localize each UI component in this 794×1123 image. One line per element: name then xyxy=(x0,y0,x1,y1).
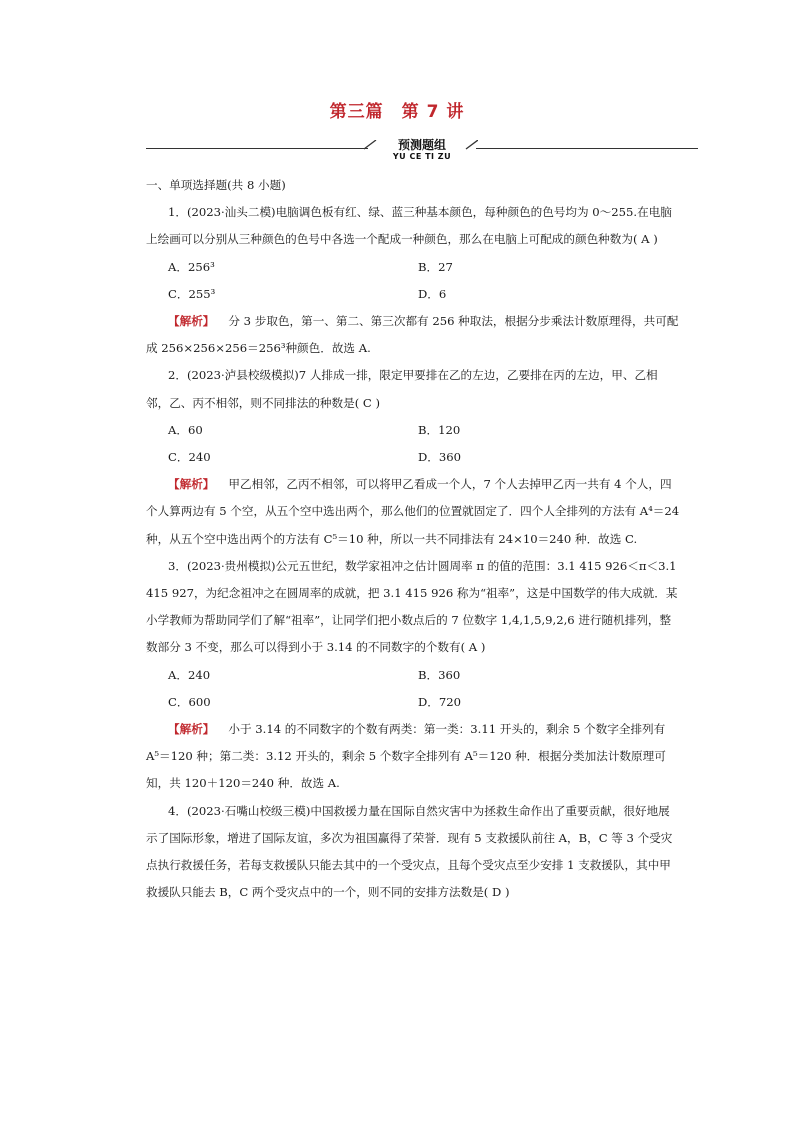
banner-rule-right xyxy=(476,148,698,149)
section-banner xyxy=(146,136,698,166)
question-2-options-row2 xyxy=(146,444,680,471)
page-title: 第三篇 第 7 讲 xyxy=(329,102,465,122)
analysis-3 xyxy=(146,716,680,798)
option-d: D．360 xyxy=(418,450,462,465)
question-1-options-row1 xyxy=(146,254,680,281)
banner-pinyin: YU CE TI ZU xyxy=(392,152,452,161)
option-b: B．360 xyxy=(418,667,461,682)
analysis-label: 【解析】 xyxy=(168,722,215,737)
option-a: A．256³ xyxy=(168,259,215,274)
question-3-options-row2 xyxy=(146,689,680,716)
option-a: A．240 xyxy=(168,667,211,682)
question-4: 4．(2023·石嘴山校级三模)中国救援力量在国际自然灾害中为拯救生命作出了重要贡献，很好地展示了国际形象，增进了国际友谊，多次为祖国赢得了荣誉．现有 5 支救援队前往 A，B，C 等 3 个受灾点执行救援任务，若每支救援队只能去其中的一个受灾点，且每个受灾点至少安排 1 支救援队，其中甲救援队只能去 B，C 两个受灾点中的一个，则不同的安排方法数是( D ) xyxy=(146,803,673,900)
analysis-label: 【解析】 xyxy=(168,477,215,492)
analysis-1 xyxy=(146,308,680,362)
banner-title: 预测题组 xyxy=(397,138,446,152)
section-heading: 一、单项选择题(共 8 小题) xyxy=(146,178,286,192)
analysis-label: 【解析】 xyxy=(168,314,215,329)
analysis-2 xyxy=(146,471,680,553)
question-content xyxy=(146,172,680,906)
option-a: A．60 xyxy=(168,422,203,437)
option-b: B．120 xyxy=(418,422,461,437)
question-1-options-row2 xyxy=(146,281,680,308)
question-1: 1．(2023·汕头二模)电脑调色板有红、绿、蓝三种基本颜色，每种颜色的色号均为 0～255.在电脑上绘画可以分别从三种颜色的色号中各选一个配成一种颜色，那么在电脑上可配成的颜色种数为( A ) xyxy=(146,205,672,247)
question-3-options-row1 xyxy=(146,662,680,689)
analysis-2-text: 甲乙相邻，乙丙不相邻，可以将甲乙看成一个人，7 个人去掉甲乙丙一共有 4 个人，四个人算两边有 5 个空，从五个空中选出两个，那么他们的位置就固定了．四个人全排列的方法有 A⁴＝24 种，从五个空中选出两个的方法有 C⁵＝10 种，所以一共不同排法有 24×10＝240 种．故选 C. xyxy=(146,477,680,546)
banner-rule-left xyxy=(146,148,368,149)
option-b: B．27 xyxy=(418,259,453,274)
option-c: C．240 xyxy=(168,450,211,465)
question-2-options-row1 xyxy=(146,417,680,444)
option-d: D．6 xyxy=(418,286,447,301)
option-d: D．720 xyxy=(418,694,462,709)
option-c: C．600 xyxy=(168,694,211,709)
analysis-3-text: 小于 3.14 的不同数字的个数有两类：第一类：3.11 开头的，剩余 5 个数字全排列有 A⁵＝120 种；第二类：3.12 开头的，剩余 5 个数字全排列有 A⁵＝120 种．根据分类加法计数原理可知，共 120＋120＝240 种．故选 A. xyxy=(146,722,666,791)
question-2: 2．(2023·泸县校级模拟)7 人排成一排，限定甲要排在乙的左边，乙要排在丙的左边，甲、乙相邻，乙、丙不相邻，则不同排法的种数是( C ) xyxy=(146,368,658,410)
option-c: C．255³ xyxy=(168,286,216,301)
banner-slash-right xyxy=(464,140,478,152)
question-3: 3．(2023·贵州模拟)公元五世纪，数学家祖冲之估计圆周率 π 的值的范围：3.1 415 926＜π＜3.1 415 927，为纪念祖冲之在圆周率的成就，把 3.1 415 926 称为“祖率”，这是中国数学的伟大成就．某小学教师为帮助同学们了解“祖率”，让同学们把小数点后的 7 位数字 1,4,1,5,9,2,6 进行随机排列，整数部分 3 不变，那么可以得到小于 3.14 的不同数字的个数有( A ) xyxy=(146,558,678,655)
analysis-1-text: 分 3 步取色，第一、第二、第三次都有 256 种取法，根据分步乘法计数原理得，共可配成 256×256×256＝256³种颜色．故选 A. xyxy=(146,314,679,356)
